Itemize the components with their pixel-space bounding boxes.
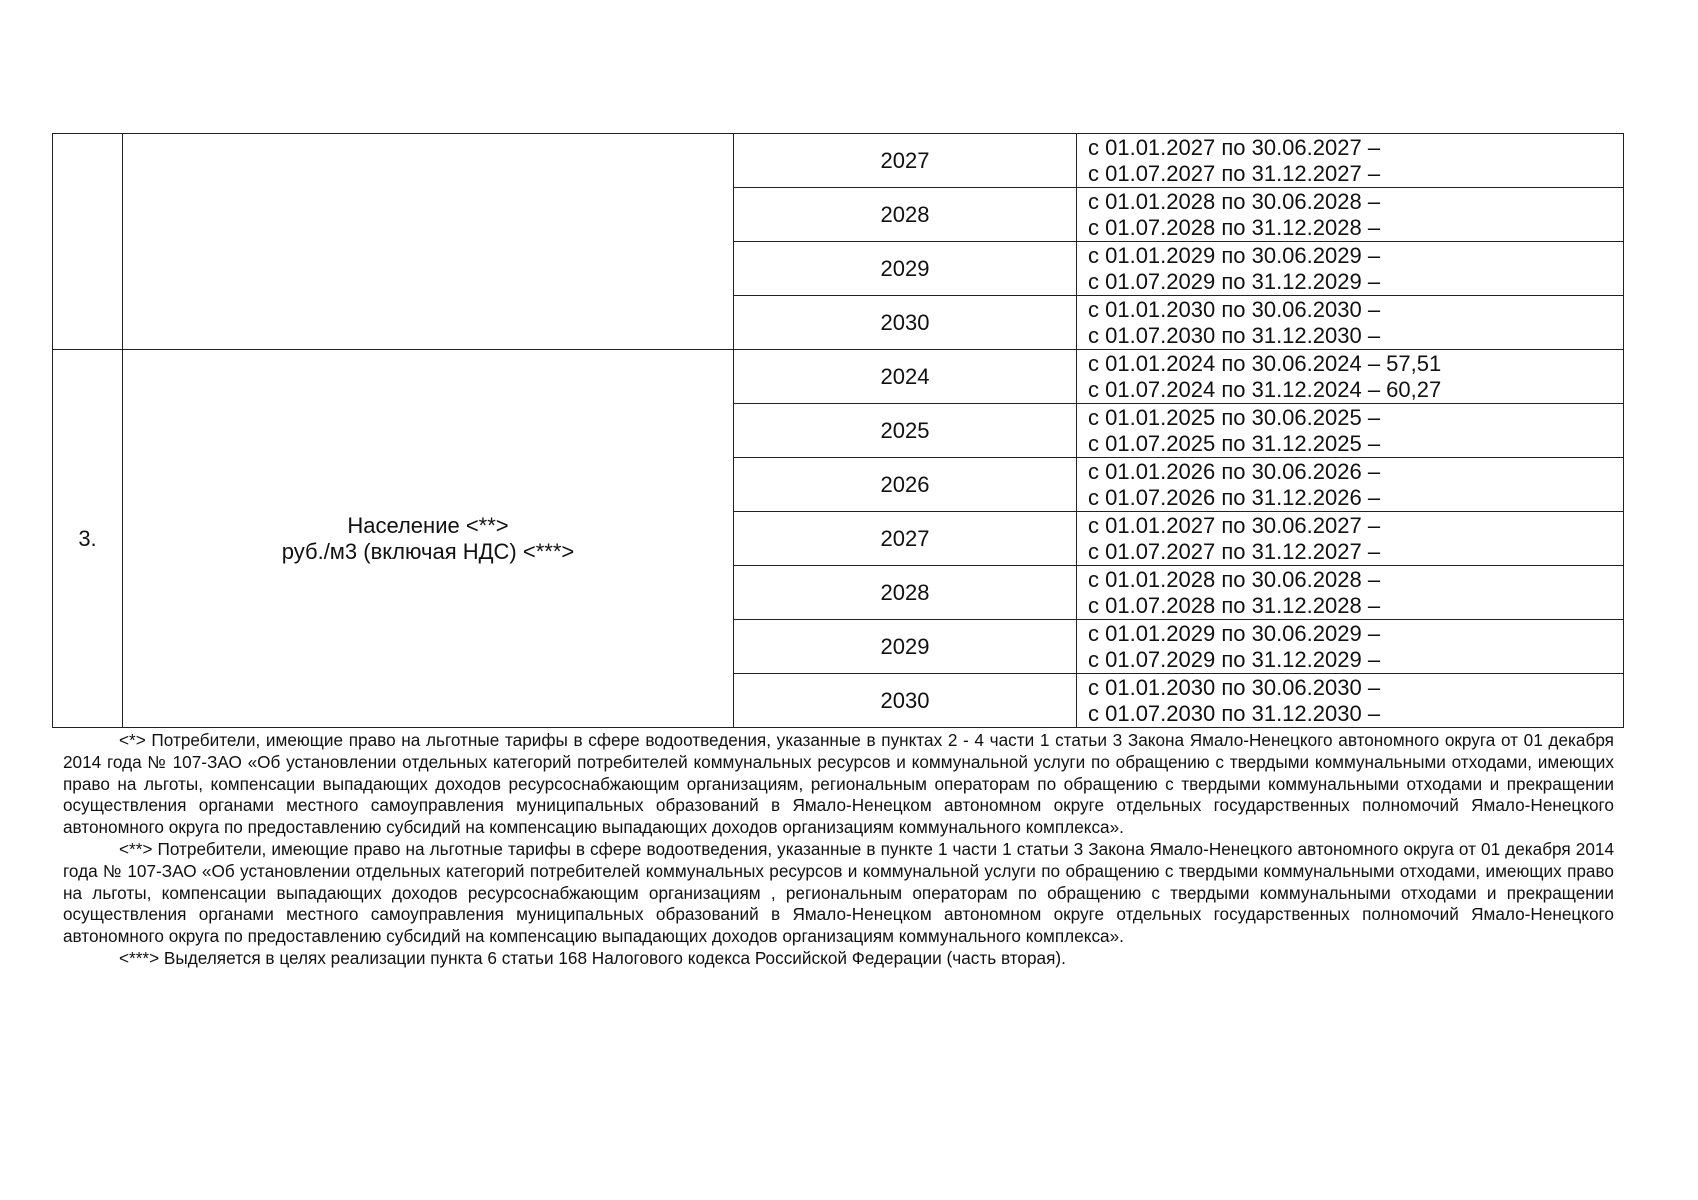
tariff-period-line: с 01.07.2028 по 31.12.2028 –	[1088, 214, 1381, 240]
tariff-period-line: с 01.07.2026 по 31.12.2026 –	[1088, 484, 1381, 510]
tariff-period-cell	[1077, 134, 1624, 188]
tariff-period-line: с 01.01.2029 по 30.06.2029 –	[1088, 620, 1381, 646]
tariff-period-line: с 01.07.2028 по 31.12.2028 –	[1088, 592, 1381, 618]
consumer-category-cell	[123, 134, 734, 350]
consumer-category-line: Население <**>	[347, 512, 509, 538]
year-cell: 2025	[734, 404, 1077, 458]
tariff-period-cell	[1077, 674, 1624, 728]
tariff-period-line: с 01.01.2025 по 30.06.2025 –	[1088, 404, 1381, 430]
tariff-period-cell	[1077, 188, 1624, 242]
tariff-period-line: с 01.07.2030 по 31.12.2030 –	[1088, 322, 1381, 348]
footnote-1: <*> Потребители, имеющие право на льготные тарифы в сфере водоотведения, указанные в пунктах 2 - 4 части 1 статьи 3 Закона Ямало-Ненецкого автономного округа от 01 декабря 2014 года № 107-ЗАО «Об установлении отдельных категорий потребителей коммунальных ресурсов и коммунальной услуги по обращению с твердыми коммунальными отходами, имеющих право на льготы, компенсации выпадающих доходов ресурсоснабжающим организациям, региональным операторам по обращению с твердыми коммунальными отходами и прекращении осуществления органами местного самоуправления муниципальных образований в Ямало-Ненецком автономном округе отдельных государственных полномочий Ямало-Ненецкого автономного округа по предоставлению субсидий на компенсацию выпадающих доходов организациям коммунального комплекса».	[63, 730, 1614, 838]
tariff-period-line: с 01.01.2030 по 30.06.2030 –	[1088, 296, 1381, 322]
consumer-category-line: руб./м3 (включая НДС) <***>	[281, 538, 575, 564]
footnotes	[63, 730, 1614, 970]
year-cell: 2028	[734, 188, 1077, 242]
tariff-period-line: с 01.01.2026 по 30.06.2026 –	[1088, 458, 1381, 484]
row-number-cell	[53, 134, 123, 350]
tariff-period-cell	[1077, 296, 1624, 350]
table-row	[53, 350, 1624, 404]
tariff-period-cell	[1077, 566, 1624, 620]
year-cell: 2029	[734, 620, 1077, 674]
footnote-2: <**> Потребители, имеющие право на льготные тарифы в сфере водоотведения, указанные в пункте 1 части 1 статьи 3 Закона Ямало-Ненецкого автономного округа от 01 декабря 2014 года № 107-ЗАО «Об установлении отдельных категорий потребителей коммунальных ресурсов и коммунальной услуги по обращению с твердыми коммунальными отходами, имеющих право на льготы, компенсации выпадающих доходов ресурсоснабжающим организациям , региональным операторам по обращению с твердыми коммунальными отходами и прекращении осуществления органами местного самоуправления муниципальных образований в Ямало-Ненецком автономном округе отдельных государственных полномочий Ямало-Ненецкого автономного округа по предоставлению субсидий на компенсацию выпадающих доходов организациям коммунального комплекса».	[63, 838, 1614, 947]
tariff-period-line: с 01.01.2028 по 30.06.2028 –	[1088, 566, 1381, 592]
tariff-table	[52, 133, 1624, 728]
tariff-period-line: с 01.07.2029 по 31.12.2029 –	[1088, 646, 1381, 672]
tariff-period-line: с 01.01.2027 по 30.06.2027 –	[1088, 512, 1381, 538]
consumer-category-cell	[123, 350, 734, 728]
tariff-period-line: с 01.07.2029 по 31.12.2029 –	[1088, 268, 1381, 294]
tariff-period-cell	[1077, 350, 1624, 404]
row-number-cell: 3.	[53, 350, 123, 728]
tariff-period-cell	[1077, 458, 1624, 512]
year-cell: 2027	[734, 512, 1077, 566]
tariff-table-body	[53, 134, 1624, 728]
tariff-period-line: с 01.01.2027 по 30.06.2027 –	[1088, 134, 1381, 160]
year-cell: 2029	[734, 242, 1077, 296]
table-row	[53, 134, 1624, 188]
year-cell: 2028	[734, 566, 1077, 620]
tariff-period-line: с 01.01.2024 по 30.06.2024 – 57,51	[1088, 350, 1442, 376]
tariff-period-line: с 01.07.2030 по 31.12.2030 –	[1088, 700, 1381, 726]
tariff-period-line: с 01.01.2029 по 30.06.2029 –	[1088, 242, 1381, 268]
tariff-period-cell	[1077, 620, 1624, 674]
tariff-period-line: с 01.07.2024 по 31.12.2024 – 60,27	[1088, 376, 1442, 402]
year-cell: 2026	[734, 458, 1077, 512]
year-cell: 2024	[734, 350, 1077, 404]
tariff-period-line: с 01.01.2030 по 30.06.2030 –	[1088, 674, 1381, 700]
tariff-period-line: с 01.07.2025 по 31.12.2025 –	[1088, 430, 1381, 456]
tariff-period-line: с 01.07.2027 по 31.12.2027 –	[1088, 160, 1381, 186]
tariff-period-line: с 01.01.2028 по 30.06.2028 –	[1088, 188, 1381, 214]
tariff-period-cell	[1077, 512, 1624, 566]
tariff-period-cell	[1077, 242, 1624, 296]
year-cell: 2030	[734, 296, 1077, 350]
tariff-period-line: с 01.07.2027 по 31.12.2027 –	[1088, 538, 1381, 564]
footnote-3: <***> Выделяется в целях реализации пункта 6 статьи 168 Налогового кодекса Российской Федерации (часть вторая).	[119, 947, 1066, 968]
year-cell: 2027	[734, 134, 1077, 188]
year-cell: 2030	[734, 674, 1077, 728]
tariff-period-cell	[1077, 404, 1624, 458]
